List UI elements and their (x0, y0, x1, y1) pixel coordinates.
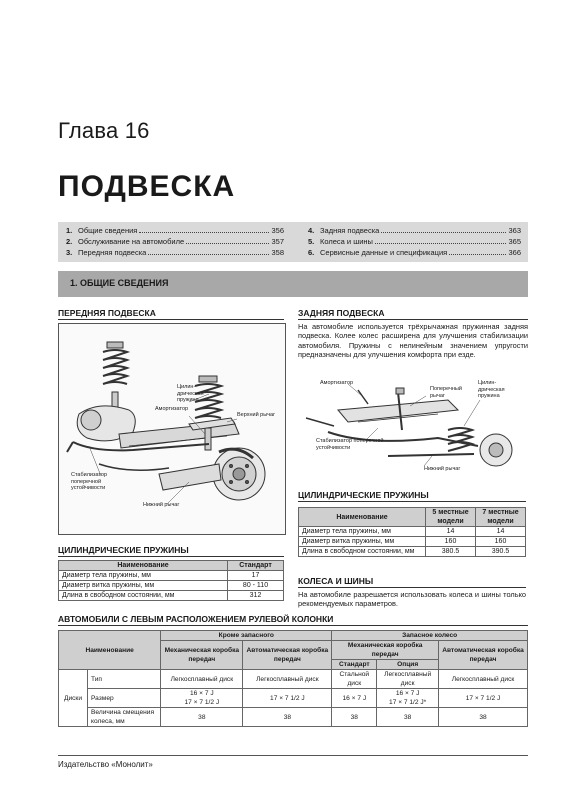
rear-suspension-text: На автомобиле используется трёхрычажная пружинная задняя подвеска. Колее колес расширена для улучшения стабилизации автомобиля. Пружины с нелинейным значением упругости предназначены для улучшения комфорта при езде. (298, 322, 528, 360)
label-stabilizer: Стабилизатор поперечной устойчивости (71, 472, 108, 491)
table-row (59, 581, 284, 591)
toc-item[interactable] (308, 225, 521, 236)
table-cell: 38 (161, 708, 243, 727)
table-header: Запасное колесо (332, 631, 528, 641)
toc-item[interactable] (66, 247, 284, 258)
toc-item-page: 356 (271, 226, 284, 235)
table-cell: 160 (476, 537, 526, 547)
section-header-bar (58, 271, 528, 297)
table-cell: 38 (243, 708, 332, 727)
table-cell: Длина в свободном состоянии, мм (299, 547, 426, 557)
table-header: Наименование (59, 631, 161, 670)
table-row (59, 708, 528, 727)
toc-leader-dots (381, 231, 506, 233)
rear-label-coil: Цилин- дрическая пружина (478, 380, 505, 399)
rear-springs-table (298, 507, 526, 557)
table-header: Наименование (59, 561, 228, 571)
toc-item-page: 363 (508, 226, 521, 235)
table-cell: Размер (88, 689, 161, 708)
table-header: 5 местные модели (426, 508, 476, 527)
toc-leader-dots (148, 253, 269, 255)
table-header: Наименование (299, 508, 426, 527)
table-cell: Легкосплавный диск (439, 670, 528, 689)
table-row (59, 670, 528, 689)
rear-label-shock: Амортизатор (320, 380, 354, 386)
toc-item-label: Общие сведения (78, 226, 138, 235)
table-cell: 17 × 7 1/2 J (243, 689, 332, 708)
footer-divider (58, 755, 528, 756)
toc-item-label: Сервисные данные и спецификация (320, 248, 448, 257)
rear-suspension-heading: ЗАДНЯЯ ПОДВЕСКА (298, 308, 528, 320)
toc-item-number: 6. (308, 248, 315, 257)
rear-label-lower-arm: Нижний рычаг (424, 466, 461, 472)
table-of-contents (58, 222, 528, 262)
toc-item-page: 365 (508, 237, 521, 246)
front-suspension-heading: ПЕРЕДНЯЯ ПОДВЕСКА (58, 308, 284, 320)
table-header: Кроме запасного (161, 631, 332, 641)
wheels-text: На автомобиле разрешается использовать колеса и шины только рекомендуемых параметров. (298, 590, 526, 609)
toc-left-column (66, 225, 284, 258)
rear-suspension-figure (298, 370, 526, 480)
table-cell: 80 - 110 (228, 581, 284, 591)
publisher-footer: Издательство «Монолит» (58, 760, 153, 769)
toc-item[interactable] (66, 225, 284, 236)
table-cell: 14 (476, 527, 526, 537)
toc-item-label: Передняя подвеска (78, 248, 147, 257)
table-cell: Диаметр витка пружины, мм (59, 581, 228, 591)
table-cell: 380.5 (426, 547, 476, 557)
toc-item-label: Обслуживание на автомобиле (78, 237, 185, 246)
table-cell: Стальной диск (332, 670, 377, 689)
toc-item-number: 5. (308, 237, 315, 246)
table-cell: 16 × 7 J 17 × 7 1/2 J (161, 689, 243, 708)
label-upper-arm: Верхний рычаг (237, 412, 276, 418)
wheels-heading: КОЛЕСА И ШИНЫ (298, 576, 526, 588)
table-cell: Диаметр витка пружины, мм (299, 537, 426, 547)
table-row (59, 571, 284, 581)
table-cell: 17 (228, 571, 284, 581)
table-cell: Легкосплавный диск (161, 670, 243, 689)
table-header: 7 местные модели (476, 508, 526, 527)
lhd-heading: АВТОМОБИЛИ С ЛЕВЫМ РАСПОЛОЖЕНИЕМ РУЛЕВОЙ КОЛОНКИ (58, 614, 528, 626)
toc-item-label: Задняя подвеска (320, 226, 380, 235)
table-row (299, 547, 526, 557)
toc-item[interactable] (66, 236, 284, 247)
table-cell: 16 × 7 J 17 × 7 1/2 J* (377, 689, 439, 708)
table-header: Автоматическая коробка передач (439, 641, 528, 670)
table-cell: Длина в свободном состоянии, мм (59, 591, 228, 601)
table-row (299, 527, 526, 537)
table-cell: Легкосплавный диск (377, 670, 439, 689)
table-cell: 16 × 7 J (332, 689, 377, 708)
toc-leader-dots (139, 231, 269, 233)
chapter-title: ПОДВЕСКА (58, 170, 236, 203)
table-cell: 160 (426, 537, 476, 547)
toc-leader-dots (449, 253, 506, 255)
label-lower-arm: Нижний рычаг (143, 502, 180, 508)
rear-label-stabilizer: Стабилизатор поперечной устойчивости (316, 438, 384, 451)
rear-label-lateral-arm: Поперечный рычаг (430, 386, 462, 399)
table-cell: Тип (88, 670, 161, 689)
table-cell: Диски (59, 670, 88, 727)
table-cell: 38 (332, 708, 377, 727)
front-springs-table (58, 560, 284, 601)
toc-item-page: 357 (271, 237, 284, 246)
table-header: Стандарт (332, 660, 377, 670)
toc-item[interactable] (308, 236, 521, 247)
toc-item-number: 2. (66, 237, 73, 246)
toc-leader-dots (375, 242, 507, 244)
toc-right-column (308, 225, 521, 258)
table-row (59, 591, 284, 601)
toc-item-number: 1. (66, 226, 73, 235)
lhd-wheels-table (58, 630, 528, 727)
table-cell: Диаметр тела пружины, мм (299, 527, 426, 537)
toc-item-page: 366 (508, 248, 521, 257)
table-cell: 312 (228, 591, 284, 601)
table-cell: 38 (377, 708, 439, 727)
table-cell: 390.5 (476, 547, 526, 557)
toc-item-page: 358 (271, 248, 284, 257)
rear-springs-heading: ЦИЛИНДРИЧЕСКИЕ ПРУЖИНЫ (298, 490, 526, 502)
toc-item-number: 4. (308, 226, 315, 235)
chapter-number: Глава 16 (58, 118, 150, 143)
front-suspension-figure (58, 323, 286, 535)
table-header: Автоматическая коробка передач (243, 641, 332, 670)
table-cell: Величина смещения колеса, мм (88, 708, 161, 727)
table-row (299, 537, 526, 547)
table-header: Механическая коробка передач (332, 641, 439, 660)
label-coil-spring: Цилин- дрическая пружина (177, 384, 204, 403)
table-header: Опция (377, 660, 439, 670)
table-cell: 14 (426, 527, 476, 537)
table-cell: Диаметр тела пружины, мм (59, 571, 228, 581)
table-header: Механическая коробка передач (161, 641, 243, 670)
table-cell: 17 × 7 1/2 J (439, 689, 528, 708)
table-cell: 38 (439, 708, 528, 727)
toc-leader-dots (186, 242, 269, 244)
toc-item-number: 3. (66, 248, 73, 257)
table-row (59, 689, 528, 708)
section-title: 1. ОБЩИЕ СВЕДЕНИЯ (70, 278, 169, 288)
table-cell: Легкосплавный диск (243, 670, 332, 689)
toc-item-label: Колеса и шины (320, 237, 373, 246)
table-header: Стандарт (228, 561, 284, 571)
front-springs-heading: ЦИЛИНДРИЧЕСКИЕ ПРУЖИНЫ (58, 545, 284, 557)
label-shock-absorber: Амортизатор (155, 406, 189, 412)
toc-item[interactable] (308, 247, 521, 258)
